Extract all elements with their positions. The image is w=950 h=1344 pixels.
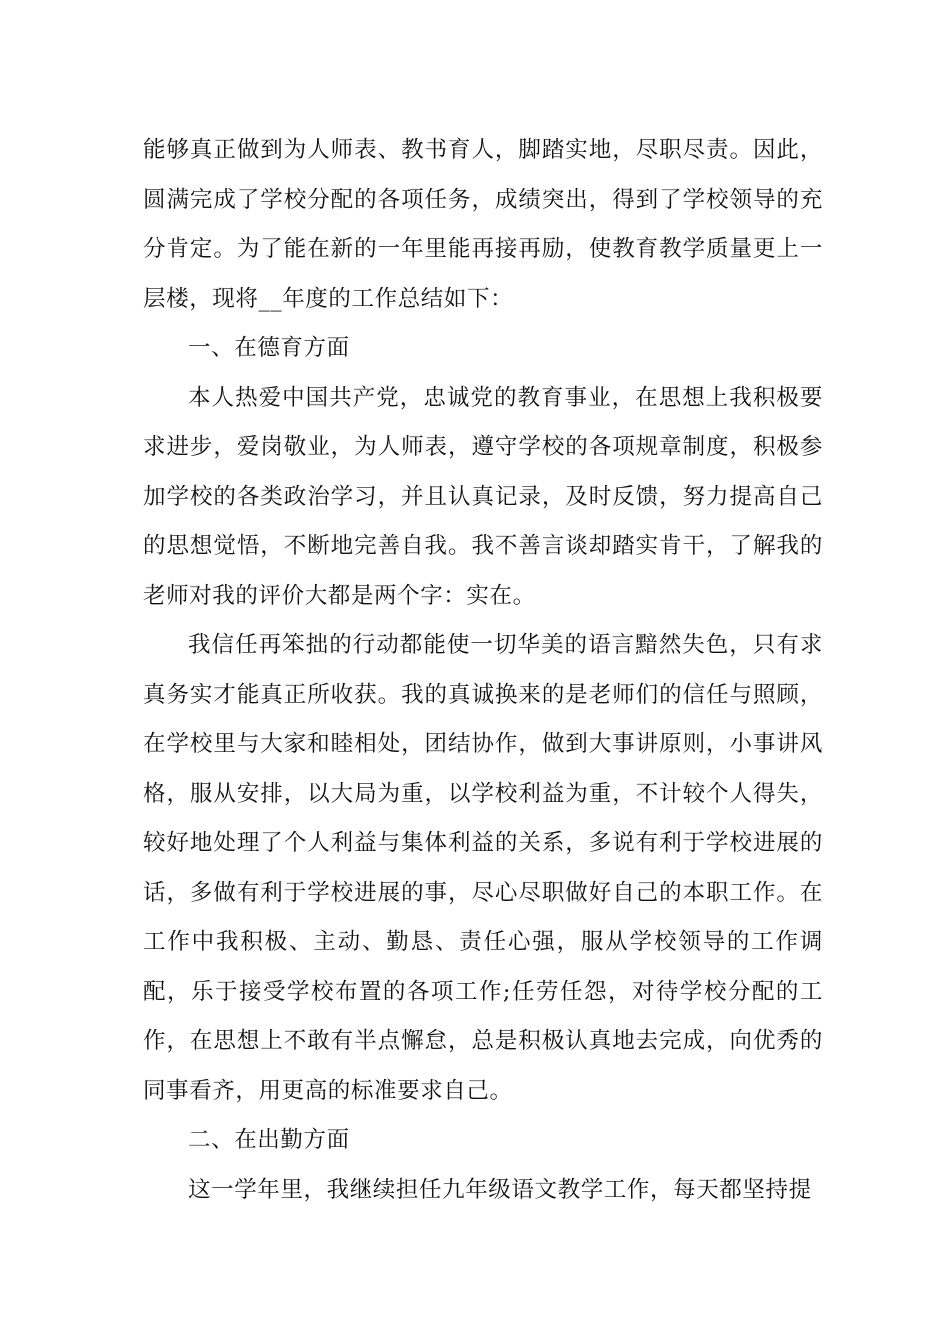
- paragraph-moral-education-1: 本人热爱中国共产党，忠诚党的教育事业，在思想上我积极要求进步，爱岗敬业，为人师表，遵守学校的各项规章制度，积极参加学校的各类政治学习，并且认真记录，及时反馈，努力提高自己的思想觉悟，不断地完善自我。我不善言谈却踏实肯干，了解我的老师对我的评价大都是两个字：实在。: [143, 384, 823, 609]
- paragraph-intro-continuation: 能够真正做到为人师表、教书育人，脚踏实地，尽职尽责。因此，圆满完成了学校分配的各项任务，成绩突出，得到了学校领导的充分肯定。为了能在新的一年里能再接再励，使教育教学质量更上一层楼，现将__年度的工作总结如下：: [143, 137, 823, 312]
- document-body: [143, 126, 823, 1215]
- section-heading-attendance: 二、在出勤方面: [188, 1127, 350, 1153]
- paragraph-attendance-1: 这一学年里，我继续担任九年级语文教学工作，每天都坚持提: [188, 1176, 812, 1203]
- paragraph-moral-education-2: 我信任再笨拙的行动都能使一切华美的语言黯然失色，只有求真务实才能真正所收获。我的真诚换来的是老师们的信任与照顾，在学校里与大家和睦相处，团结协作，做到大事讲原则，小事讲风格，服从安排，以大局为重，以学校利益为重，不计较个人得失，较好地处理了个人利益与集体利益的关系，多说有利于学校进展的话，多做有利于学校进展的事，尽心尽职做好自己的本职工作。在工作中我积极、主动、勤恳、责任心强，服从学校领导的工作调配，乐于接受学校布置的各项工作;任劳任怨，对待学校分配的工作，在思想上不敢有半点懈怠，总是积极认真地去完成，向优秀的同事看齐，用更高的标准要求自己。: [143, 632, 823, 1104]
- section-heading-moral-education: 一、在德育方面: [188, 335, 350, 361]
